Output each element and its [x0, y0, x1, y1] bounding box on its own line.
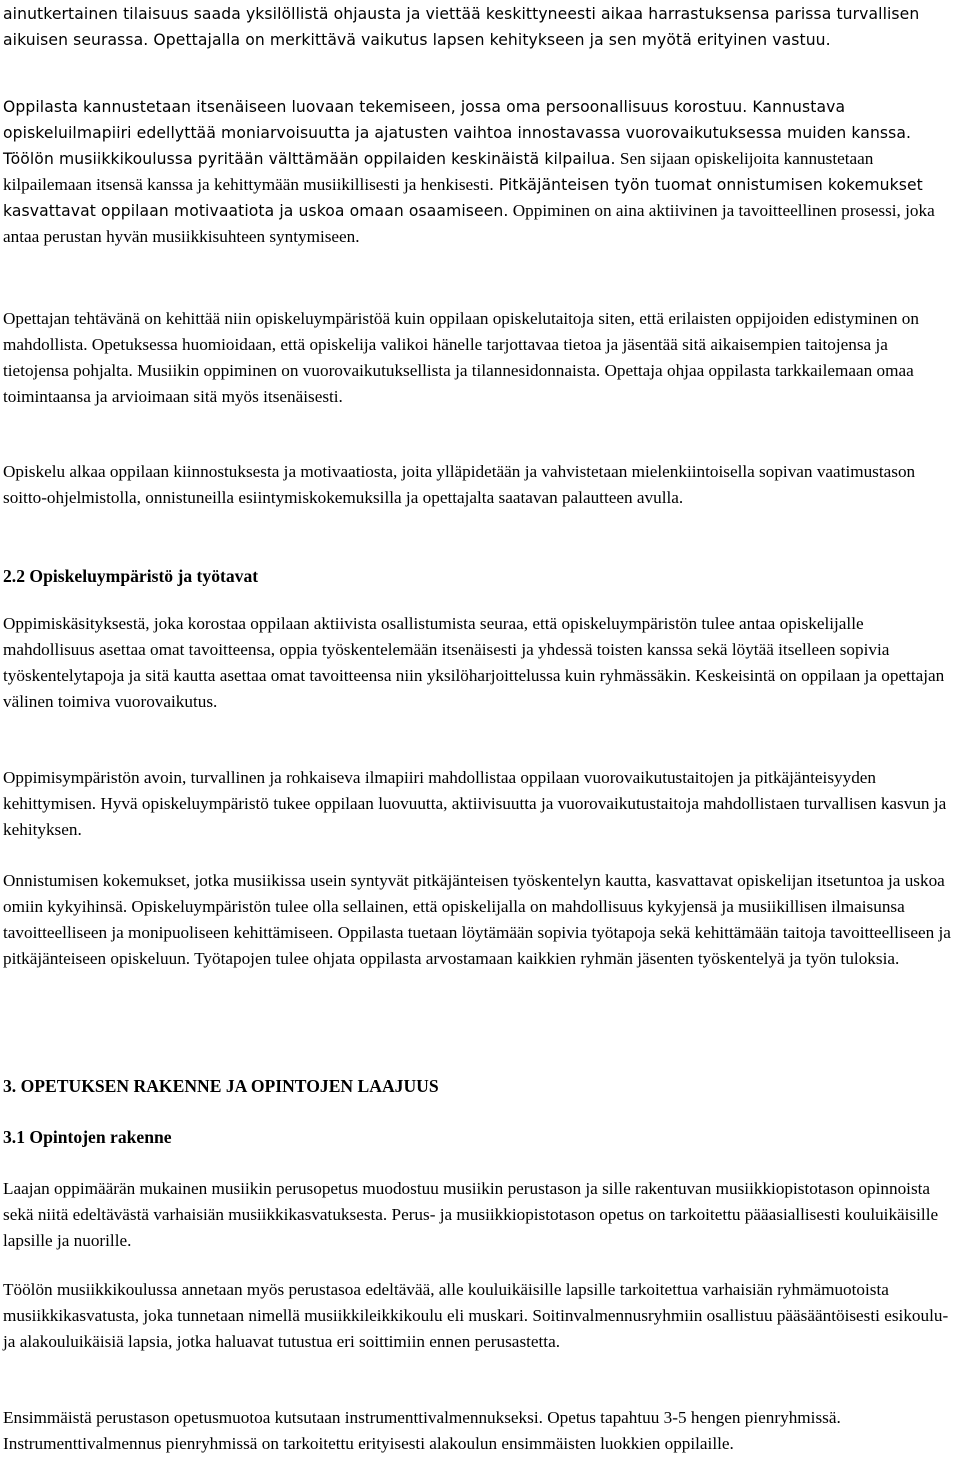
paragraph-motivation: Opiskelu alkaa oppilaan kiinnostuksesta ja motivaatiosta, joita ylläpidetään ja vahvistetaan mielenkiintoisella sopivan vaatimustason soitto-ohjelmistolla, onnistuneilla esiintymiskokemuksilla ja opettajalta saatavan palautteen avulla.	[3, 462, 916, 508]
paragraph-encouragement	[3, 94, 958, 251]
paragraph-text-sans: Oppilasta kannustetaan itsenäiseen luovaan tekemiseen, jossa oma persoonallisuus korostuu. Kannustava opiskeluilmapiiri edellyttää moniarvoisuutta ja ajatusten vaihtoa innostavassa vuorovaikutuksessa muiden kanssa. Töölön musiikkikoulussa pyritään välttämään oppilaiden keskinäistä kilpailua.	[3, 98, 912, 169]
paragraph-teacher-task: Opettajan tehtävänä on kehittää niin opiskeluympäristöä kuin oppilaan opiskelutaitoja siten, että erilaisten oppijoiden edistyminen on mahdollista. Opetuksessa huomioidaan, että opiskelija valikoi hänelle tarjottavaa tietoa ja jäsentää sitä aikaisempien taitojensa ja tietojensa pohjalta. Musiikin oppiminen on vuorovaikutuksellista ja tilannesidonnaista. Opettaja ohjaa oppilasta tarkkailemaan omaa toimintaansa ja arvioimaan sitä myös itsenäisesti.	[3, 309, 919, 407]
section-heading-3-1: 3.1 Opintojen rakenne	[3, 1127, 172, 1147]
paragraph-intro-continuation	[3, 1, 958, 53]
section-heading-2-2: 2.2 Opiskeluympäristö ja työtavat	[3, 566, 259, 586]
paragraph-success-experiences: Onnistumisen kokemukset, jotka musiikissa usein syntyvät pitkäjänteisen työskentelyn kautta, kasvattavat opiskelijan itsetuntoa ja uskoa omiin kykyihinsä. Opiskeluympäristön tulee olla sellainen, että opiskelijalla on mahdollisuus kykyjensä ja musiikillisen ilmaisunsa tavoitteelliseen ja monipuoliseen kehittämiseen. Oppilasta tuetaan löytämään sopivia työtapoja sekä kehittämään taitoja tavoitteelliseen ja pitkäjänteiseen opiskeluun. Työtapojen tulee ohjata oppilasta arvostamaan kaikkien ryhmän jäsenten työskentelyä ja työn tuloksia.	[3, 871, 951, 969]
paragraph-text-serif-d: Oppiminen on aina aktiivinen ja tavoitteellinen prosessi, joka antaa perustan hyvän musiikkisuhteen syntymiseen.	[3, 201, 935, 247]
paragraph-text-serif-b: Sen sijaan opiskelijoita kannustetaan kilpailemaan itsensä kanssa ja kehittymään musiikillisesti ja henkisesti.	[3, 149, 874, 195]
paragraph-text: ainutkertainen tilaisuus saada yksilöllistä ohjausta ja viettää keskittyneesti aikaa harrastuksensa parissa turvallisen aikuisen seurassa. Opettajalla on merkittävä vaikutus lapsen kehitykseen ja sen myötä erityinen vastuu.	[3, 5, 920, 50]
paragraph-instrument-preparation: Ensimmäistä perustason opetusmuotoa kutsutaan instrumenttivalmennukseksi. Opetus tapahtuu 3-5 hengen pienryhmissä. Instrumenttivalmennus pienryhmissä on tarkoitettu erityisesti alakoulun ensimmäisten luokkien oppilaille.	[3, 1408, 841, 1454]
paragraph-structure: Laajan oppimäärän mukainen musiikin perusopetus muodostuu musiikin perustason ja sille rakentuvan musiikkiopistotason opinnoista sekä niitä edeltävästä varhaisiän musiikkikasvatuksesta. Perus- ja musiikkiopistotason opetus on tarkoitettu pääasiallisesti kouluikäisille lapsille ja nuorille.	[3, 1179, 939, 1251]
paragraph-learning-concept: Oppimiskäsityksestä, joka korostaa oppilaan aktiivista osallistumista seuraa, että opiskeluympäristön tulee antaa opiskelijalle mahdollisuus asettaa omat tavoitteensa, oppia työskentelemään itsenäisesti ja yhdessä toisten kanssa sekä löytää itselleen sopivia työskentelytapoja ja sitä kautta asettaa omat tavoitteensa niin yksilöharjoittelussa kuin ryhmässäkin. Keskeisintä on oppilaan ja opettajan välinen toimiva vuorovaikutus.	[3, 614, 945, 712]
section-heading-3: 3. OPETUKSEN RAKENNE JA OPINTOJEN LAAJUUS	[3, 1076, 439, 1096]
paragraph-early-education: Töölön musiikkikoulussa annetaan myös perustasoa edeltävää, alle kouluikäisille lapsille tarkoitettua varhaisiän ryhmämuotoista musiikkikasvatusta, joka tunnetaan nimellä musiikkileikkikoulu eli muskari. Soitinvalmennusryhmiin osallistuu pääsääntöisesti esikoulu- ja alakouluikäisiä lapsia, jotka haluavat tutustua eri soittimiin ennen perusastetta.	[3, 1280, 949, 1352]
paragraph-environment: Oppimisympäristön avoin, turvallinen ja rohkaiseva ilmapiiri mahdollistaa oppilaan vuorovaikutustaitojen ja pitkäjänteisyyden kehittymisen. Hyvä opiskeluympäristö tukee oppilaan luovuutta, aktiivisuutta ja vuorovaikutustaitoja mahdollistaen turvallisen kasvun ja kehityksen.	[3, 768, 947, 840]
paragraph-text-sans-c: Pitkäjänteisen työn tuomat onnistumisen kokemukset kasvattavat oppilaan motivaatiota ja uskoa omaan osaamiseen.	[3, 176, 923, 221]
